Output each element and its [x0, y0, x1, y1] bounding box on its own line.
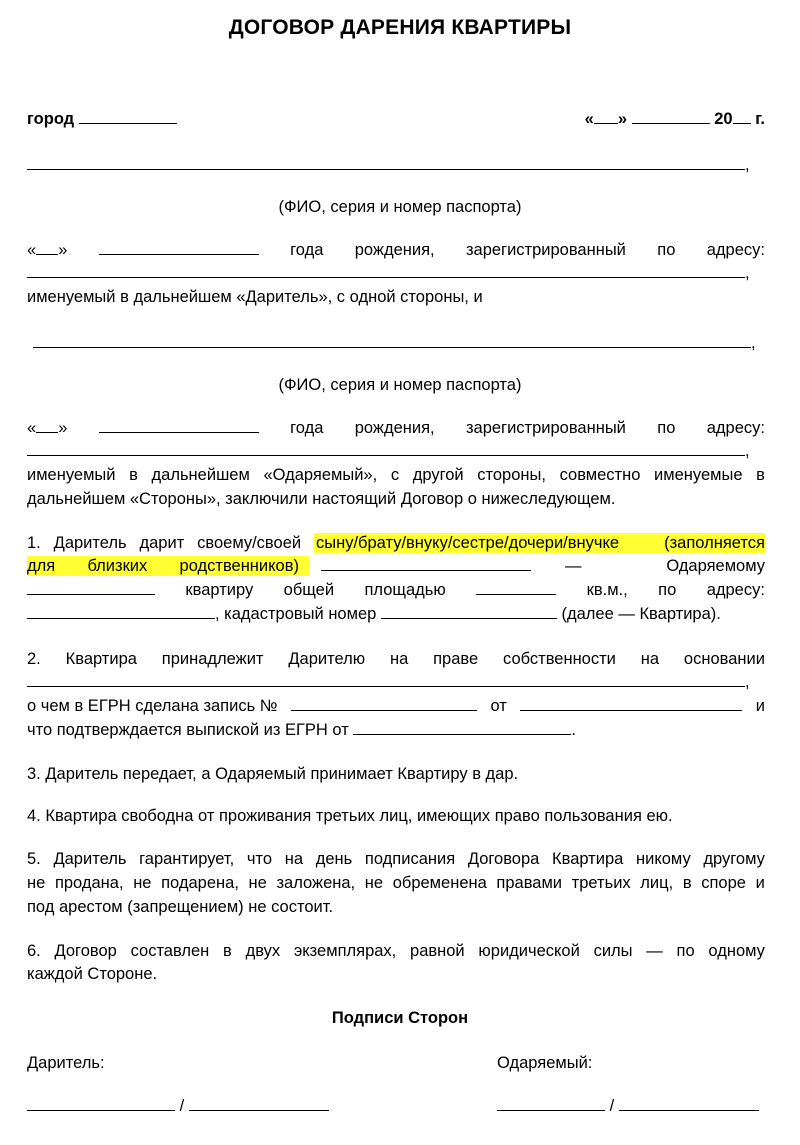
word: квартиру: [185, 581, 254, 599]
word: никому: [636, 850, 691, 868]
clause-3: 3. Даритель передает, а Одаряемый принимает Квартиру в дар.: [27, 765, 519, 783]
word: принадлежит: [161, 650, 264, 668]
relatives-highlight-cont: [27, 556, 309, 576]
comma: ,: [751, 334, 756, 352]
word: площадью: [364, 581, 446, 599]
word: обременена: [392, 874, 487, 892]
apartment-address-blank[interactable]: [27, 604, 215, 619]
word: дальнейшем: [151, 466, 250, 484]
word: лиц,: [640, 874, 674, 892]
word: общей: [283, 581, 335, 599]
extract-date-blank[interactable]: [353, 720, 571, 735]
word: день: [315, 850, 353, 868]
word: на: [284, 850, 304, 868]
area-unit: кв.м.,: [586, 581, 628, 599]
word: праве: [433, 650, 479, 668]
word: основании: [683, 650, 765, 668]
city-label: город: [27, 110, 75, 128]
clause-1-line2: [27, 556, 765, 576]
highlighted-word: родственников): [179, 557, 299, 575]
word: заложена,: [276, 874, 356, 892]
clause-6-line2: каждой Стороне.: [27, 965, 158, 983]
clause-tail: (далее — Квартира).: [561, 605, 721, 623]
word: одному: [708, 942, 765, 960]
word: гарантирует,: [139, 850, 235, 868]
comma: ,: [745, 673, 750, 691]
word: в: [756, 466, 765, 484]
word: подписания: [364, 850, 456, 868]
word: адресу:: [706, 241, 765, 259]
word: Квартира: [65, 650, 137, 668]
word: «Одаряемый»,: [263, 466, 378, 484]
word: своему/своей: [197, 534, 302, 552]
word: совместно: [559, 466, 641, 484]
word: Договора: [467, 850, 540, 868]
word: 2.: [27, 650, 41, 668]
word: в: [223, 942, 232, 960]
birth-day-blank[interactable]: [36, 418, 58, 433]
word: споре: [701, 874, 746, 892]
word: не: [248, 874, 267, 892]
donee-name-blank[interactable]: [33, 333, 751, 348]
month-blank[interactable]: [632, 109, 710, 124]
clause-2-extract-line: [27, 720, 765, 740]
word: собственности: [503, 650, 616, 668]
donee-naming-line1: [27, 465, 765, 485]
donor-address-blank[interactable]: [27, 263, 745, 278]
word: что: [246, 850, 273, 868]
word: рождения,: [354, 419, 435, 437]
donee-name-line: [33, 333, 771, 353]
word: двух: [245, 942, 281, 960]
word: Дарителю: [288, 650, 366, 668]
clause-5-line3: под арестом (запрещением) не состоит.: [27, 898, 334, 916]
year-prefix: 20: [714, 110, 733, 128]
word: другой: [412, 466, 464, 484]
separator: /: [609, 1097, 615, 1115]
donee-name-signature-blank[interactable]: [619, 1096, 759, 1111]
relatives-highlight: [314, 533, 765, 553]
cadastral-label: , кадастровый номер: [215, 605, 377, 623]
donor-birth-day: [27, 240, 67, 260]
word: Договор: [54, 942, 117, 960]
clause-1-line4: [27, 604, 765, 624]
date-field: [585, 109, 765, 129]
donee-address-line: [27, 441, 765, 461]
ownership-basis-blank[interactable]: [27, 672, 745, 687]
clause-2-record-line: [27, 696, 765, 716]
clause-5-line1: [27, 849, 765, 869]
quote-close: »: [58, 241, 68, 259]
donor-name-line: [27, 155, 765, 175]
period: .: [571, 721, 576, 739]
quote-open: «: [27, 241, 37, 259]
day-blank[interactable]: [594, 109, 618, 124]
word: подарена,: [161, 874, 239, 892]
donee-signature-line: [497, 1096, 759, 1116]
word: Даритель: [53, 850, 127, 868]
clause-2-basis-line: [27, 672, 765, 692]
word: третьих: [571, 874, 631, 892]
word: года: [290, 241, 324, 259]
year-suffix: г.: [755, 110, 765, 128]
clause-1-line1: [27, 533, 765, 553]
word: именуемый: [27, 466, 116, 484]
donor-caption: (ФИО, серия и номер паспорта): [278, 198, 522, 216]
word: 5.: [27, 850, 41, 868]
highlighted-word: (заполняется: [664, 534, 765, 552]
donor-naming: именуемый в дальнейшем «Даритель», с одной стороны, и: [27, 288, 483, 306]
donor-address-line: [27, 263, 765, 283]
donee-birth-day: [27, 418, 67, 438]
clause-1-line3: [27, 580, 765, 600]
word: составлен: [130, 942, 210, 960]
word: Даритель: [53, 534, 127, 552]
word: зарегистрированный: [465, 241, 626, 259]
donee-caption: (ФИО, серия и номер паспорта): [278, 376, 522, 394]
cadastral-number-blank[interactable]: [381, 604, 557, 619]
clause-4: 4. Квартира свободна от проживания третьих лиц, имеющих право пользования ею.: [27, 807, 673, 825]
donee-detail-blank[interactable]: [27, 580, 155, 595]
record-number-blank[interactable]: [291, 696, 477, 711]
word: не: [27, 874, 46, 892]
birth-date-blank[interactable]: [99, 418, 259, 433]
donee-address-blank[interactable]: [27, 441, 745, 456]
city-date-line: [27, 109, 765, 129]
comma: ,: [745, 156, 750, 174]
word: по: [658, 581, 677, 599]
record-date-blank[interactable]: [520, 696, 742, 711]
word: Квартира: [552, 850, 624, 868]
city-field: [27, 109, 177, 129]
highlighted-word: сыну/брату/внуку/сестре/дочери/внучке: [315, 534, 620, 552]
comma: ,: [745, 264, 750, 282]
word: в: [682, 874, 692, 892]
word: не: [364, 874, 384, 892]
word: и: [755, 874, 765, 892]
word: 6.: [27, 942, 41, 960]
word: по: [676, 942, 695, 960]
separator: /: [179, 1097, 185, 1115]
area-blank[interactable]: [476, 580, 556, 595]
word: с: [390, 466, 400, 484]
donor-signature-blank[interactable]: [27, 1096, 175, 1111]
word: рождения,: [354, 241, 435, 259]
record-label: о чем в ЕГРН сделана запись №: [27, 697, 278, 715]
birth-date-blank[interactable]: [99, 240, 259, 255]
donor-name-blank[interactable]: [27, 155, 745, 170]
word: равной: [410, 942, 465, 960]
year-blank[interactable]: [733, 109, 751, 124]
word: стороны,: [477, 466, 546, 484]
dash: —: [565, 557, 582, 575]
quote-open: «: [27, 419, 37, 437]
word: по: [657, 419, 676, 437]
word: на: [389, 650, 409, 668]
highlighted-word: для: [27, 557, 56, 575]
word: года: [290, 419, 324, 437]
word: адресу:: [706, 581, 765, 599]
birth-day-blank[interactable]: [36, 240, 58, 255]
comma: ,: [745, 442, 750, 460]
city-blank[interactable]: [79, 109, 177, 124]
word: Одаряемому: [666, 557, 765, 575]
word: экземплярах,: [293, 942, 397, 960]
donee-naming-line2: дальнейшем «Стороны», заключили настоящий Договор о нижеследующем.: [27, 490, 616, 508]
word: именуемые: [654, 466, 743, 484]
extract-label: что подтверждается выпиской из ЕГРН от: [27, 721, 349, 739]
word: в: [129, 466, 138, 484]
quote-close: »: [617, 110, 628, 128]
word: юридической: [478, 942, 580, 960]
and-label: и: [755, 697, 765, 715]
word: адресу:: [706, 419, 765, 437]
highlighted-word: близких: [87, 557, 148, 575]
word: по: [657, 241, 676, 259]
donee-birth-line: [27, 418, 765, 438]
word: правами: [496, 874, 563, 892]
word: зарегистрированный: [465, 419, 626, 437]
word: —: [646, 942, 663, 960]
from-label: от: [490, 697, 507, 715]
donor-signature-line: [27, 1096, 329, 1116]
signatures-heading: Подписи Сторон: [331, 1009, 469, 1027]
donee-signature-blank[interactable]: [497, 1096, 605, 1111]
word: другому: [703, 850, 765, 868]
word: не: [133, 874, 152, 892]
word: силы: [593, 942, 633, 960]
relative-name-blank[interactable]: [321, 556, 531, 571]
quote-open: «: [584, 110, 594, 128]
word: на: [640, 650, 660, 668]
word: дарит: [139, 534, 185, 552]
clause-5-line2: [27, 873, 765, 893]
word: 1.: [27, 534, 41, 552]
donor-signature-label: Даритель:: [27, 1054, 105, 1072]
donee-signature-label: Одаряемый:: [497, 1054, 593, 1072]
document-title: ДОГОВОР ДАРЕНИЯ КВАРТИРЫ: [228, 16, 572, 39]
quote-close: »: [58, 419, 68, 437]
donor-name-signature-blank[interactable]: [189, 1096, 329, 1111]
donor-birth-line: [27, 240, 765, 260]
clause-2-line1: [27, 649, 765, 669]
word: продана,: [54, 874, 124, 892]
clause-6-line1: [27, 941, 765, 961]
